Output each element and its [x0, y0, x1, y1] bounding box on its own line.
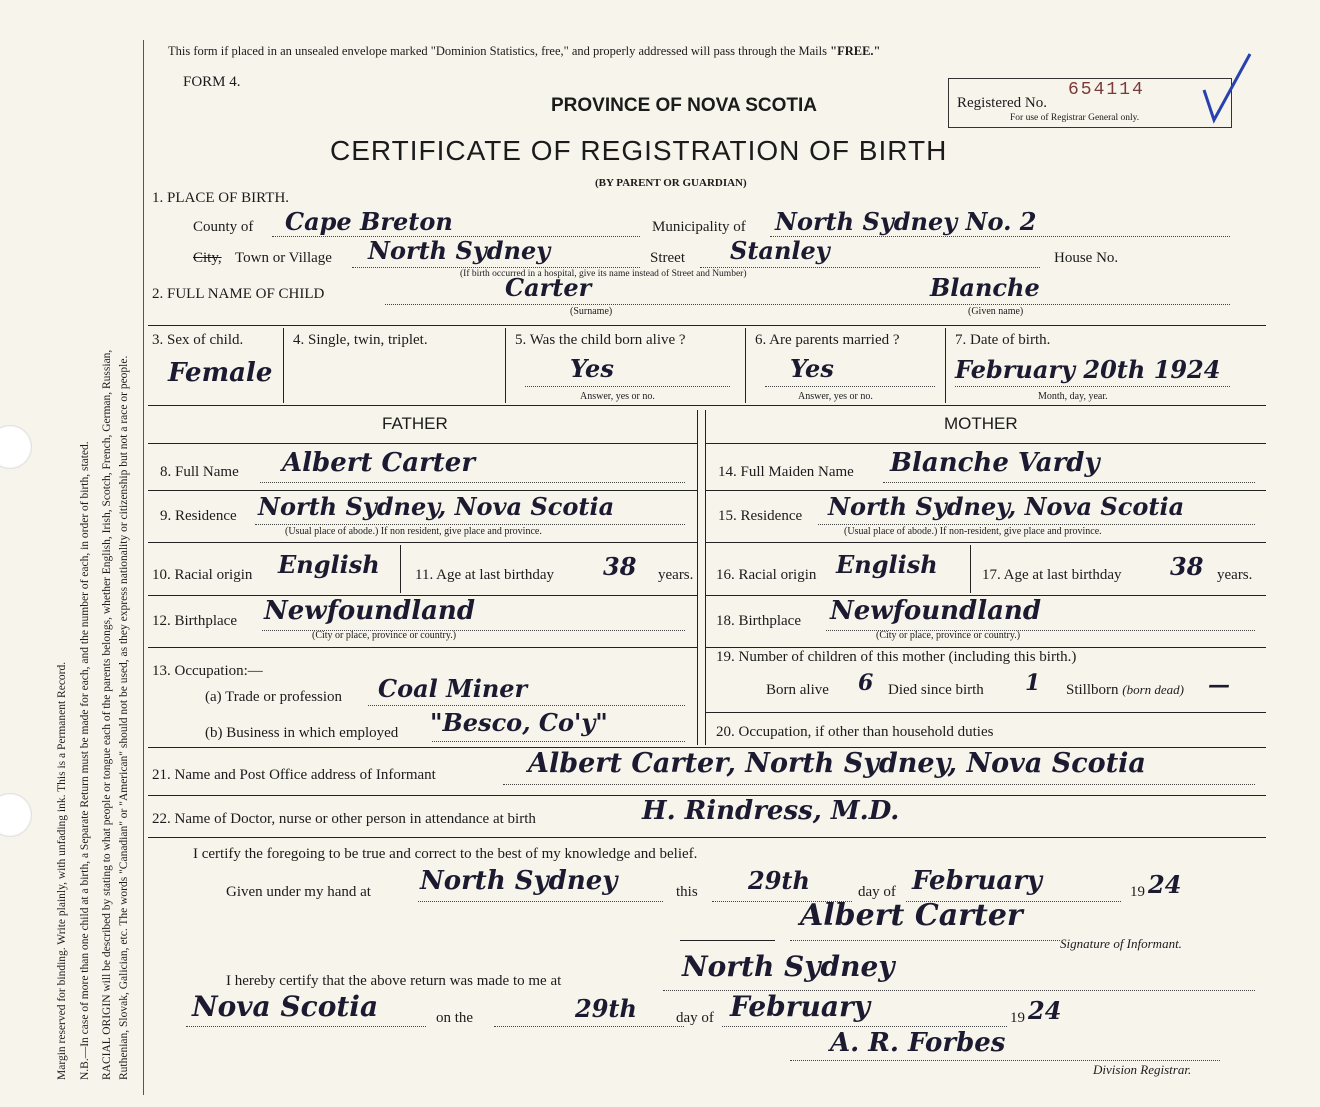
children-count-label: 19. Number of children of this mother (including this birth.) [716, 649, 1077, 665]
column-divider [697, 410, 698, 745]
registrar-certify-statement: I hereby certify that the above return was made to me at [226, 973, 562, 989]
father-name: Albert Carter [282, 448, 476, 478]
registered-label: Registered No. [957, 95, 1047, 111]
divider [400, 545, 401, 593]
mother-birthplace: Newfoundland [830, 596, 1042, 626]
father-racial-origin: English [278, 550, 380, 579]
parents-married-label: 6. Are parents married ? [755, 332, 900, 348]
years-label: years. [1217, 567, 1253, 583]
registered-number: 654114 [1068, 80, 1145, 100]
parents-married-value: Yes [790, 354, 834, 383]
province-heading: PROVINCE OF NOVA SCOTIA [551, 95, 818, 116]
divider [148, 405, 1266, 406]
mother-age-label: 17. Age at last birthday [982, 567, 1122, 583]
registrar-month: February [730, 990, 871, 1023]
town-value: North Sydney [368, 236, 551, 265]
died-since-birth-count: 1 [1025, 670, 1041, 696]
side-note-racial-origin: RACIAL ORIGIN will be described by stating to what people or tongue each of the parents belongs, whether English, Irish, Scotch, French, German, Russian, [101, 349, 113, 1080]
father-name-label: 8. Full Name [160, 464, 239, 480]
father-business: "Besco, Co'y" [430, 708, 608, 737]
divider [148, 542, 698, 543]
born-alive-count: 6 [858, 670, 874, 696]
checkmark-icon [1198, 50, 1258, 130]
on-the-label: on the [436, 1010, 474, 1026]
father-age-label: 11. Age at last birthday [415, 567, 554, 583]
given-under-hand-label: Given under my hand at [226, 884, 371, 900]
divider [148, 647, 698, 648]
divider [148, 325, 1266, 326]
punch-hole [0, 425, 32, 469]
county-label: County of [193, 219, 254, 235]
father-heading: FATHER [382, 414, 448, 433]
this-label: this [676, 884, 698, 900]
mother-name: Blanche Vardy [890, 448, 1100, 478]
surname-caption: (Surname) [570, 306, 613, 317]
divider [970, 545, 971, 593]
mother-birthplace-caption: (City or place, province or country.) [876, 630, 1021, 641]
side-note-multiple-births: N.B.—In case of more than one child at a birth, a Separate Return must be made for each, and the number of each, in order of birth, stated. [79, 441, 91, 1080]
binding-margin-line [143, 40, 144, 1095]
town-label: Town or Village [235, 250, 332, 266]
trade-label: (a) Trade or profession [205, 689, 343, 705]
died-since-birth-label: Died since birth [888, 682, 984, 698]
sex-value: Female [168, 358, 273, 388]
registrar-signature: A. R. Forbes [830, 1028, 1006, 1058]
business-label: (b) Business in which employed [205, 725, 399, 741]
father-trade: Coal Miner [378, 674, 528, 703]
municipality-value: North Sydney No. 2 [775, 207, 1037, 236]
informant-value: Albert Carter, North Sydney, Nova Scotia [528, 748, 1146, 779]
hospital-note: (If birth occurred in a hospital, give its name instead of Street and Number) [460, 269, 747, 279]
registrar-note: For use of Registrar General only. [1010, 113, 1140, 123]
divider [148, 490, 698, 491]
divider [945, 328, 946, 403]
mother-heading: MOTHER [944, 414, 1018, 433]
occupation-label: 13. Occupation:— [152, 663, 263, 679]
date-of-birth-label: 7. Date of birth. [955, 332, 1051, 348]
street-label: Street [650, 250, 685, 266]
yes-no-caption: Answer, yes or no. [580, 391, 655, 402]
page-subtitle: (BY PARENT OR GUARDIAN) [595, 177, 747, 189]
stillborn-count: — [1208, 672, 1230, 698]
mother-racial-origin: English [836, 550, 938, 579]
father-residence-caption: (Usual place of abode.) If non resident, give place and province. [285, 526, 542, 537]
city-label: City, [193, 250, 222, 266]
divider [705, 647, 1266, 648]
given-day: 29th [748, 866, 810, 895]
divider [505, 328, 506, 403]
registrar-place-province: Nova Scotia [192, 990, 379, 1023]
dob-caption: Month, day, year. [1038, 391, 1108, 402]
side-note-margin: Margin reserved for binding. Write plainly, with unfading ink. This is a Permanent Record. [56, 661, 68, 1080]
informant-signature-caption: Signature of Informant. [1060, 936, 1182, 951]
place-of-birth-heading: 1. PLACE OF BIRTH. [152, 190, 290, 206]
years-label: years. [658, 567, 694, 583]
year-prefix: 19 [1130, 884, 1145, 900]
plurality-label: 4. Single, twin, triplet. [293, 332, 428, 348]
born-alive-value: Yes [570, 354, 614, 383]
mail-notice: This form if placed in an unsealed envelope marked "Dominion Statistics, free," and properly addressed will pass through the Mails "FREE." [168, 44, 881, 58]
divider [705, 712, 1266, 713]
division-registrar-caption: Division Registrar. [1093, 1062, 1192, 1077]
date-of-birth-value: February 20th 1924 [955, 355, 1221, 384]
county-value: Cape Breton [285, 207, 453, 236]
divider [680, 940, 775, 941]
child-surname: Carter [505, 273, 592, 302]
divider [705, 542, 1266, 543]
mother-residence: North Sydney, Nova Scotia [828, 492, 1185, 521]
side-note-racial-origin-2: Ruthenian, Slovak, Galician, etc. The words "Canadian" or "American" should not be used, as they express nationality or citizenship but not a race or people. [118, 355, 130, 1080]
street-value: Stanley [730, 236, 830, 265]
mother-residence-label: 15. Residence [718, 508, 803, 524]
punch-hole [0, 793, 32, 837]
registrar-place: North Sydney [682, 950, 895, 983]
column-divider [705, 410, 706, 745]
child-given-name: Blanche [930, 273, 1040, 302]
doctor-label: 22. Name of Doctor, nurse or other person in attendance at birth [152, 811, 536, 827]
sex-label: 3. Sex of child. [152, 332, 244, 348]
father-birthplace-label: 12. Birthplace [152, 613, 237, 629]
doctor-value: H. Rindress, M.D. [642, 796, 900, 826]
child-name-label: 2. FULL NAME OF CHILD [152, 286, 325, 302]
father-age: 38 [603, 552, 637, 581]
day-of-label: day of [676, 1010, 714, 1026]
page-title: CERTIFICATE OF REGISTRATION OF BIRTH [330, 135, 948, 166]
informant-signature: Albert Carter [800, 898, 1023, 933]
father-birthplace-caption: (City or place, province or country.) [312, 630, 457, 641]
mother-occupation-label: 20. Occupation, if other than household duties [716, 724, 994, 740]
yes-no-caption: Answer, yes or no. [798, 391, 873, 402]
form-number: FORM 4. [183, 74, 241, 90]
house-number-label: House No. [1054, 250, 1119, 266]
certify-statement: I certify the foregoing to be true and correct to the best of my knowledge and belief. [193, 846, 698, 862]
born-alive-count-label: Born alive [766, 682, 829, 698]
registrar-year: 24 [1028, 996, 1062, 1025]
divider [745, 328, 746, 403]
registrar-day: 29th [575, 994, 637, 1023]
divider [148, 837, 1266, 838]
given-year: 24 [1148, 870, 1182, 899]
father-residence: North Sydney, Nova Scotia [258, 492, 615, 521]
given-month: February [912, 866, 1043, 896]
stillborn-label: Stillborn (born dead) [1066, 682, 1185, 698]
father-birthplace: Newfoundland [264, 596, 476, 626]
mother-name-label: 14. Full Maiden Name [718, 464, 854, 480]
mother-birthplace-label: 18. Birthplace [716, 613, 801, 629]
given-name-caption: (Given name) [968, 306, 1024, 317]
mother-age: 38 [1170, 552, 1204, 581]
municipality-label: Municipality of [652, 219, 746, 235]
divider [705, 443, 1266, 444]
informant-label: 21. Name and Post Office address of Informant [152, 767, 436, 783]
divider [283, 328, 284, 403]
father-racial-origin-label: 10. Racial origin [152, 567, 253, 583]
divider [705, 490, 1266, 491]
born-alive-label: 5. Was the child born alive ? [515, 332, 686, 348]
mother-residence-caption: (Usual place of abode.) If non-resident, give place and province. [844, 526, 1102, 537]
mother-racial-origin-label: 16. Racial origin [716, 567, 817, 583]
day-of-label: day of [858, 884, 896, 900]
year-prefix: 19 [1010, 1010, 1025, 1026]
divider [148, 443, 698, 444]
given-place: North Sydney [420, 866, 618, 896]
father-residence-label: 9. Residence [160, 508, 237, 524]
